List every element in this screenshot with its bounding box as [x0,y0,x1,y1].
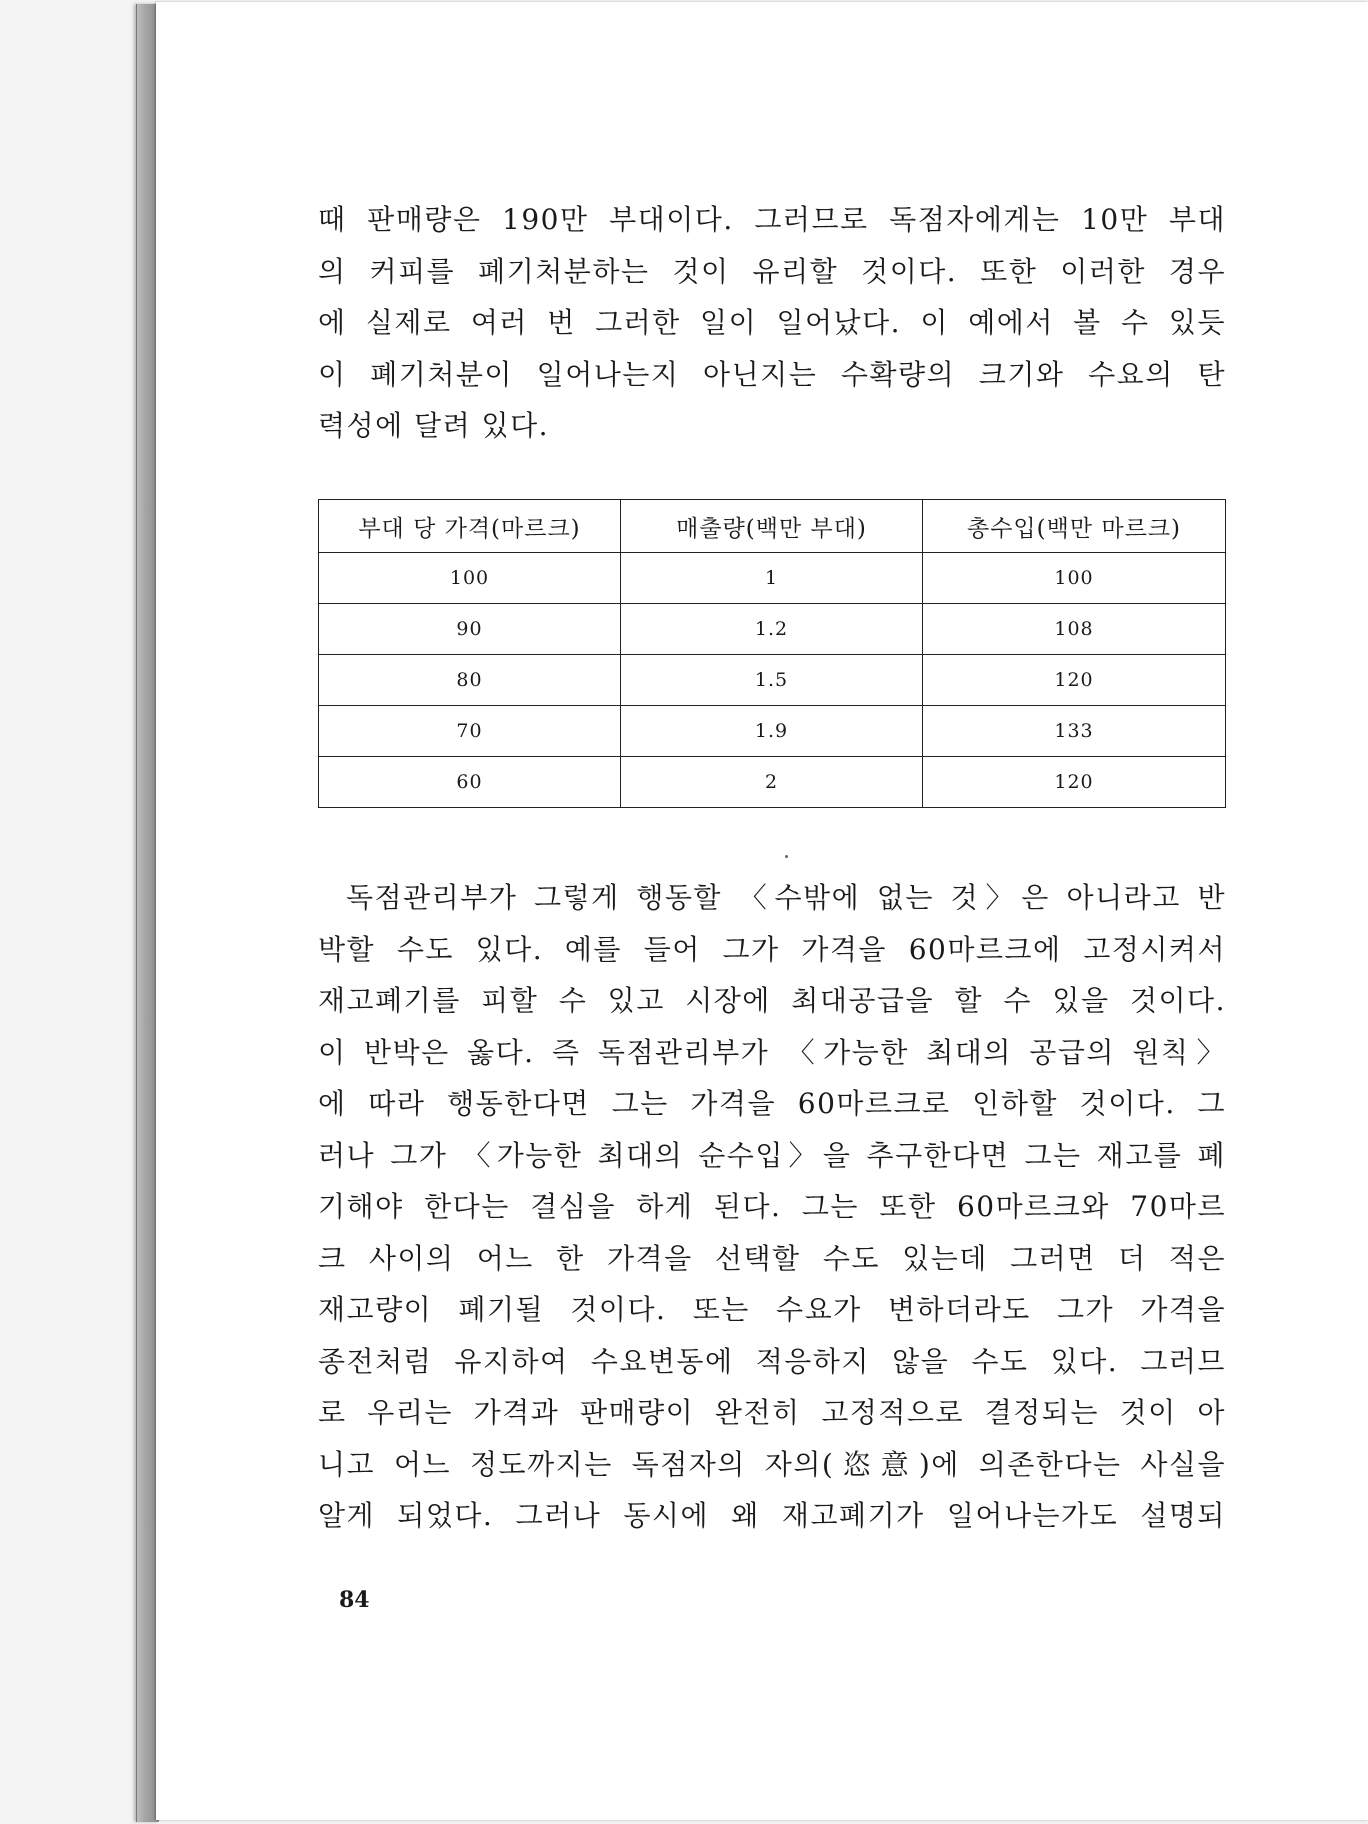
text-line: 이 폐기처분이 일어나는지 아닌지는 수확량의 크기와 수요의 탄 [318,357,1226,391]
table-cell: 1.5 [621,655,923,706]
text-line: 에 실제로 여러 번 그러한 일이 일어났다. 이 예에서 볼 수 있듯 [318,306,1226,339]
text-line: 의 커피를 폐기처분하는 것이 유리할 것이다. 또한 이러한 경우 [318,254,1226,288]
text-line: 재고폐기를 피할 수 있고 시장에 최대공급을 할 수 있을 것이다. [318,984,1226,1017]
book-page [156,2,1368,1820]
scan-speck [785,855,788,858]
text-line: 로 우리는 가격과 판매량이 완전히 고정적으로 결정되는 것이 아 [318,1396,1226,1429]
text-line: 때 판매량은 190만 부대이다. 그러므로 독점자에게는 10만 부대 [318,203,1226,236]
table-cell: 90 [319,604,621,655]
table-row [319,757,1226,808]
table-cell: 100 [319,553,621,604]
header-revenue: 총수입(백만 마르크) [923,500,1226,553]
table-cell: 120 [923,757,1226,808]
table-row [319,553,1226,604]
table-row [319,655,1226,706]
text-line: 재고량이 폐기될 것이다. 또는 수요가 변하더라도 그가 가격을 [318,1293,1226,1326]
table-cell: 133 [923,706,1226,757]
table-cell: 60 [319,757,621,808]
header-sales: 매출량(백만 부대) [621,500,923,553]
text-line: 크 사이의 어느 한 가격을 선택할 수도 있는데 그러면 더 적은 [318,1241,1226,1275]
table-cell: 1 [621,553,923,604]
table-cell: 1.9 [621,706,923,757]
table-cell: 70 [319,706,621,757]
text-line: 기해야 한다는 결심을 하게 된다. 그는 또한 60마르크와 70마르 [318,1190,1226,1223]
table-row [319,604,1226,655]
paragraph-2 [318,872,1226,1542]
table-row [319,706,1226,757]
text-line: 알게 되었다. 그러나 동시에 왜 재고폐기가 일어나는가도 설명되 [318,1499,1226,1532]
page-number: 84 [339,1587,370,1613]
table-cell: 108 [923,604,1226,655]
text-line: 박할 수도 있다. 예를 들어 그가 가격을 60마르크에 고정시켜서 [318,932,1226,966]
paragraph-1 [318,194,1226,452]
table-cell: 2 [621,757,923,808]
table-cell: 100 [923,553,1226,604]
text-line: 에 따라 행동한다면 그는 가격을 60마르크로 인하할 것이다. 그 [318,1087,1226,1120]
table-header-row [319,500,1226,553]
text-line: 독점관리부가 그렇게 행동할 〈수밖에 없는 것〉은 아니라고 반 [346,881,1226,914]
text-line: 력성에 달려 있다. [318,409,550,442]
text-line: 이 반박은 옳다. 즉 독점관리부가 〈가능한 최대의 공급의 원칙〉 [318,1035,1226,1069]
text-line: 종전처럼 유지하여 수요변동에 적응하지 않을 수도 있다. 그러므 [318,1344,1226,1378]
price-sales-table [318,499,1226,808]
table-cell: 80 [319,655,621,706]
text-line: 니고 어느 정도까지는 독점자의 자의(恣意)에 의존한다는 사실을 [318,1447,1226,1481]
header-price: 부대 당 가격(마르크) [319,500,621,553]
table-cell: 120 [923,655,1226,706]
text-line: 러나 그가 〈가능한 최대의 순수입〉을 추구한다면 그는 재고를 폐 [318,1138,1226,1172]
table-cell: 1.2 [621,604,923,655]
